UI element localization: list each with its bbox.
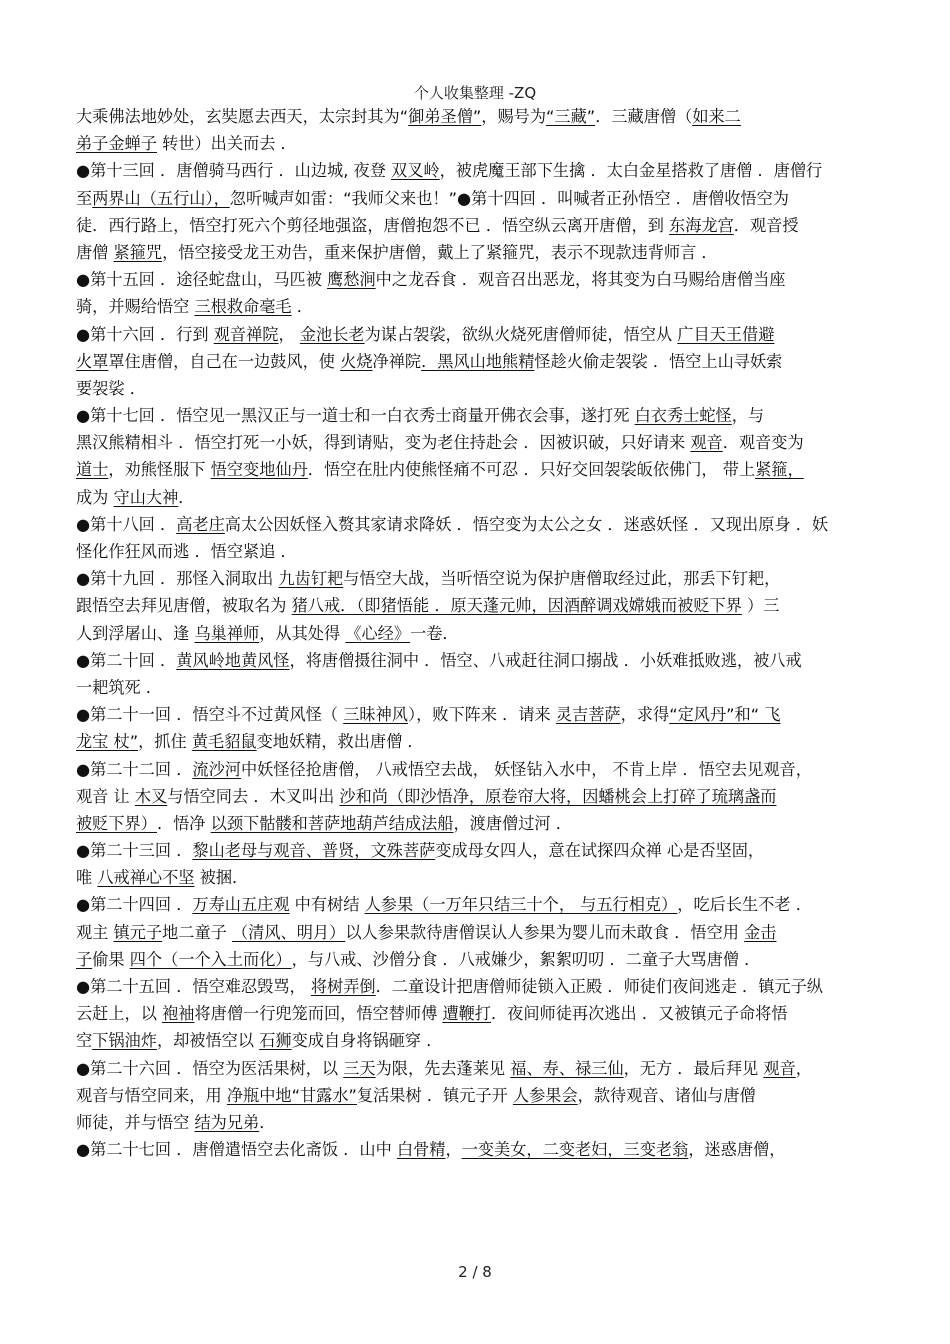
answer-blank: 遭鞭打 <box>442 1004 491 1024</box>
text-segment: ． <box>259 1112 276 1132</box>
text-segment: 一耙筑死 ． <box>76 677 163 697</box>
text-line <box>76 484 876 511</box>
text-line <box>76 756 876 783</box>
text-segment: ，劝熊怪服下 <box>108 460 211 480</box>
answer-blank: 高老庄 <box>176 514 225 534</box>
text-segment: ， <box>795 1058 812 1078</box>
text-segment: 怪化作狂风而逃 ．悟空紧追 ． <box>76 542 297 561</box>
text-line <box>76 456 876 483</box>
text-segment: 与悟空大战，当听悟空说为保护唐僧取经过此，那丢下钉耙， <box>343 569 781 589</box>
text-segment: ●第二十五回 ．悟空难忍毁骂， <box>76 977 311 996</box>
answer-blank: 黎山老母与观音、普贤，文殊菩萨 <box>192 841 436 861</box>
text-segment: 师徒，并与悟空 <box>76 1112 195 1132</box>
text-line <box>76 429 876 456</box>
answer-blank: 灵吉菩萨 <box>555 705 621 725</box>
text-line <box>76 1055 876 1082</box>
text-segment: 净禅院 <box>372 351 422 371</box>
text-line <box>76 266 876 293</box>
answer-blank: （清风、明月） <box>232 922 346 942</box>
text-segment: ．悟空在肚内使熊怪痛不可忍 ．只好交回袈裟皈依佛门， 带上 <box>307 460 756 480</box>
text-line <box>76 1027 876 1054</box>
text-segment: ． <box>178 487 195 507</box>
text-line <box>76 728 876 755</box>
answer-blank: 借避 <box>742 324 775 344</box>
answer-blank: 广目天王 <box>677 324 743 344</box>
text-segment: ，被虎魔王部下生擒 ．太白金星搭救了唐僧 ．唐僧行 <box>439 161 823 181</box>
answer-blank: 流沙河 <box>192 759 241 779</box>
answer-blank: 白衣秀士蛇怪 <box>634 406 732 426</box>
answer-blank: 黄毛貂鼠 <box>191 732 257 752</box>
text-segment: ．悟净 <box>156 813 211 833</box>
text-segment: 与悟空同去 ．木叉叫出 <box>167 786 340 806</box>
text-segment: ●第十八回 ． <box>76 514 177 534</box>
answer-blank: 木叉 <box>134 786 168 806</box>
answer-blank: 以颈下骷髅和菩萨地葫芦结成法船 <box>210 813 454 833</box>
answer-blank: 悟空变地仙丹 <box>210 460 308 480</box>
text-line <box>76 103 876 130</box>
answer-blank: 鹰愁涧 <box>327 270 376 290</box>
text-segment: ， <box>445 1140 462 1160</box>
text-segment: 复活果树 ．镇元子开 <box>356 1085 513 1105</box>
text-segment: ．观音变为 <box>722 433 804 453</box>
text-segment: 地二童子 <box>162 922 232 942</box>
text-segment: 唐僧 <box>76 242 114 262</box>
text-line <box>76 701 876 728</box>
text-line <box>76 157 876 184</box>
text-line <box>76 321 876 348</box>
text-segment: ●第二十三回 ． <box>76 841 193 861</box>
text-segment: ●第十六回 ．行到 <box>76 324 214 344</box>
answer-blank: 龙宝 杖” <box>76 732 139 752</box>
answer-blank: 紧箍， <box>755 460 804 480</box>
text-line <box>76 348 876 375</box>
text-line <box>76 810 876 837</box>
text-segment: ，求得 <box>620 705 670 725</box>
text-segment: ●第十五回 ．途径蛇盘山，马匹被 <box>76 270 328 290</box>
text-segment: 成为 <box>76 487 114 507</box>
text-segment: ， <box>278 324 300 344</box>
answer-blank: 两界山（五行山）， <box>92 188 230 208</box>
text-segment: 至 <box>76 188 93 208</box>
text-segment: ●第十三回 ．唐僧骑马西行 ．山边城, 夜登 <box>76 161 392 181</box>
text-line <box>76 239 876 266</box>
text-segment: 偷果 <box>92 949 130 969</box>
text-segment: 大乘佛法地妙处，玄奘愿去西天，太宗封其为“ <box>76 107 409 126</box>
text-segment: ●第二十二回 ． <box>76 759 193 779</box>
answer-blank: 人参果（一万年只结三十个， 与五行相克） <box>364 895 678 915</box>
text-line <box>76 538 876 565</box>
text-line <box>76 1000 876 1027</box>
answer-blank: 《心经》 <box>345 623 411 643</box>
answer-blank: 人参果会 <box>512 1085 578 1105</box>
answer-blank: 弟子金蝉子 <box>76 134 157 154</box>
text-segment: ●第十七回 ．悟空见一黑汉正与一道士和一白衣秀士商量开佛衣会事，遂打死 <box>76 406 635 426</box>
text-line <box>76 293 876 320</box>
answer-blank: 九齿钉耙 <box>278 569 344 589</box>
text-segment: 黑汉熊精相斗 ．悟空打死一小妖，得到请贴，变为老住持赴会 ．因被识破，只好请来 <box>76 433 691 453</box>
answer-blank: 三昧神风 <box>343 705 408 725</box>
text-segment: 为限，先去蓬莱见 <box>375 1058 511 1078</box>
answer-blank: 结为兄弟 <box>194 1112 260 1132</box>
answer-blank: 火罩 <box>76 351 109 371</box>
text-segment: ．夜间师徒再次逃出 ．又被镇元子命将悟 <box>491 1004 788 1024</box>
text-line <box>76 647 876 674</box>
answer-blank: 四个（一个入土而化） <box>129 949 292 969</box>
text-line <box>76 891 876 918</box>
answer-blank: 紧箍咒 <box>113 242 163 262</box>
answer-blank: 白骨精 <box>396 1140 446 1160</box>
text-segment: 将唐僧一行兜笼而回，悟空替师傅 <box>194 1004 443 1024</box>
text-segment: 罩住唐僧，自己在一边鼓风，使 <box>108 351 341 371</box>
page-header: 个人收集整理 -ZQ <box>413 84 537 102</box>
text-segment: ，无方 ．最后拜见 <box>623 1058 764 1078</box>
text-segment: 高太公因妖怪入赘其家请求降妖 ．悟空变为太公之女 ．迷惑妖怪 ．又现出原身 ．妖 <box>224 514 829 534</box>
text-segment: ，迷惑唐僧， <box>688 1140 786 1160</box>
answer-blank: 镇元子 <box>113 922 163 942</box>
text-line <box>76 620 876 647</box>
text-line <box>76 565 876 592</box>
text-segment: 云赶上，以 <box>76 1004 163 1024</box>
text-segment: ，悟空接受龙王劝告，重来保护唐僧，戴上了紧箍咒，表示不现款违背师言 ． <box>162 242 718 262</box>
text-segment: ●第十九回 ．那怪入洞取出 <box>76 569 279 589</box>
text-segment: 转世）出关而去 ． <box>156 134 297 154</box>
text-segment: ，与八戒、沙僧分食 ．八戒嫌少，絮絮叨叨 ．二童子大骂唐僧 ． <box>291 949 761 969</box>
answer-blank: 火烧 <box>340 351 373 371</box>
answer-blank: 守山大神 <box>113 487 179 507</box>
text-line <box>76 130 876 157</box>
text-segment: 变地妖精，救出唐僧 ． <box>256 732 424 752</box>
text-segment: ．三藏唐僧（ <box>595 107 693 126</box>
text-line <box>76 592 876 619</box>
answer-blank: 沙和尚（即沙悟净，原卷帘大将，因蟠桃会上打碎了琉璃盏而 <box>339 786 777 806</box>
answer-blank: 观音禅院 <box>213 324 279 344</box>
answer-blank: 下锅油炸 <box>92 1031 157 1051</box>
answer-blank: 猪八戒 <box>291 596 341 616</box>
answer-blank: 净瓶中地“甘露水” <box>226 1085 357 1105</box>
text-segment: 要袈裟 ． <box>76 378 146 398</box>
answer-blank: 如来二 <box>692 107 741 126</box>
text-segment: ，款待观音、诸仙与唐僧 <box>577 1085 756 1105</box>
text-segment: ●第二十一回 ．悟空斗不过黄风怪（ <box>76 705 344 725</box>
answer-blank: 将树弄倒 <box>310 977 376 996</box>
document-body <box>76 103 876 1163</box>
text-segment: ． <box>291 297 313 317</box>
text-segment: ），败下阵来 ．请来 <box>407 705 556 725</box>
text-segment: ●第二十六回 ．悟空为医活果树，以 <box>76 1058 344 1078</box>
text-segment: 忽听喊声如雷：“我师父来也！”●第十四回 ．叫喊者正孙悟空 ．唐僧收悟空为 <box>229 188 789 208</box>
answer-blank: 黄风岭地黄风怪 <box>176 650 290 670</box>
answer-blank: 观音 <box>690 433 723 453</box>
text-line <box>76 511 876 538</box>
text-segment: 一卷． <box>410 623 459 643</box>
text-line <box>76 1109 876 1136</box>
text-segment: ）三 <box>741 596 780 616</box>
text-segment: 为谋占袈裟，欲纵火烧死唐僧师徒，悟空从 <box>364 324 678 344</box>
text-segment: 以人参果款待唐僧误认人参果为婴儿而未敢食 ．悟空用 <box>345 922 745 942</box>
text-segment: ．观音授 <box>733 215 799 235</box>
text-segment: 徒．西行路上，悟空打死六个剪径地强盗，唐僧抱怨不已 ．悟空纵云离开唐僧，到 <box>76 215 670 235</box>
text-segment: 中之龙吞食 ．观音召出恶龙，将其变为白马赐给唐僧当座 <box>375 270 786 290</box>
answer-blank: 三天 <box>343 1058 376 1078</box>
page-number: 2 / 8 <box>458 1263 492 1281</box>
text-line <box>76 185 876 212</box>
text-line <box>76 864 876 891</box>
text-segment: ，却被悟空以 <box>156 1031 260 1051</box>
text-line <box>76 837 876 864</box>
text-segment: 观主 <box>76 922 114 942</box>
text-segment: 中妖怪径抢唐僧， 八戒悟空去战， 妖怪钻入水中， 不肯上岸 ．悟空去见观音， <box>240 759 812 779</box>
text-segment: 人到浮屠山、逢 <box>76 623 195 643</box>
text-segment: 观音与悟空同来，用 <box>76 1085 227 1105</box>
text-segment: 跟悟空去拜见唐僧，被取名为 <box>76 596 292 616</box>
answer-blank: ．（即猪悟能 ．原天蓬元帅，因酒醉调戏嫦娥而被贬下界 <box>340 596 742 616</box>
text-segment: ●第二十四回 ． <box>76 895 193 915</box>
answer-blank: “三藏” <box>546 107 596 126</box>
text-segment: ，将唐僧摄往洞中 ．悟空、八戒赶往洞口搦战 ．小妖难抵败逃，被八戒 <box>289 650 802 670</box>
text-segment: 中有树结 <box>289 895 365 915</box>
answer-blank: ．黑风山地熊精 <box>421 351 535 371</box>
text-segment: 空 <box>76 1031 93 1051</box>
text-segment: 变成自身将锅砸穿 ． <box>291 1031 443 1051</box>
text-segment: ●第二十七回 ．唐僧遣悟空去化斋饭 ．山中 <box>76 1140 397 1160</box>
text-segment: 骑，并赐给悟空 <box>76 297 195 317</box>
answer-blank: 道士 <box>76 460 109 480</box>
answer-blank: 三根救命毫毛 <box>194 297 292 317</box>
text-line <box>76 919 876 946</box>
text-segment: ．二童设计把唐僧师徒锁入正殿 ．师徒们夜间逃走 ．镇元子纵 <box>375 977 823 996</box>
text-line <box>76 674 876 701</box>
answer-blank: 八戒禅心不坚 <box>97 868 195 888</box>
answer-blank: “定风丹”和“ 飞 <box>669 705 781 725</box>
text-segment: ，与 <box>731 406 765 426</box>
answer-blank: 御弟圣僧” <box>408 107 482 126</box>
text-line <box>76 946 876 973</box>
text-segment: ，赐号为 <box>481 107 547 126</box>
answer-blank: 一变美女，二变老妇，三变老翁 <box>461 1140 689 1160</box>
text-line <box>76 973 876 1000</box>
text-segment: 怪趁火偷走袈裟 ．悟空上山寻妖索 <box>534 351 783 371</box>
answer-blank: 石狮 <box>259 1031 292 1051</box>
answer-blank: 金池长老 <box>299 324 365 344</box>
answer-blank: 万寿山五庄观 <box>192 895 290 915</box>
answer-blank: 被贬下界） <box>76 813 157 833</box>
text-line <box>76 1082 876 1109</box>
text-segment: ，从其处得 <box>259 623 346 643</box>
answer-blank: 金击 <box>744 922 777 942</box>
text-line <box>76 375 876 402</box>
answer-blank: 子 <box>76 949 93 969</box>
text-segment: 观音 让 <box>76 786 135 806</box>
text-segment: 唯 <box>76 868 98 888</box>
answer-blank: 东海龙宫 <box>669 215 734 235</box>
text-line <box>76 1136 876 1163</box>
text-line <box>76 783 876 810</box>
text-line <box>76 402 876 429</box>
text-segment: ，渡唐僧过河 ． <box>453 813 572 833</box>
answer-blank: 观音 <box>763 1058 796 1078</box>
text-segment: ●第二十回 ． <box>76 650 177 670</box>
answer-blank: 乌巢禅师 <box>194 623 260 643</box>
answer-blank: 双叉岭 <box>391 161 440 181</box>
text-segment: 被捆． <box>194 868 249 888</box>
answer-blank: 袍袖 <box>162 1004 195 1024</box>
text-segment: 变成母女四人，意在试探四众禅 心是否坚固， <box>435 841 765 861</box>
answer-blank: 福、寿、禄三仙 <box>510 1058 624 1078</box>
text-segment: ，吃后长生不老 ． <box>677 895 812 915</box>
text-line <box>76 212 876 239</box>
text-segment: ，抓住 <box>138 732 192 752</box>
